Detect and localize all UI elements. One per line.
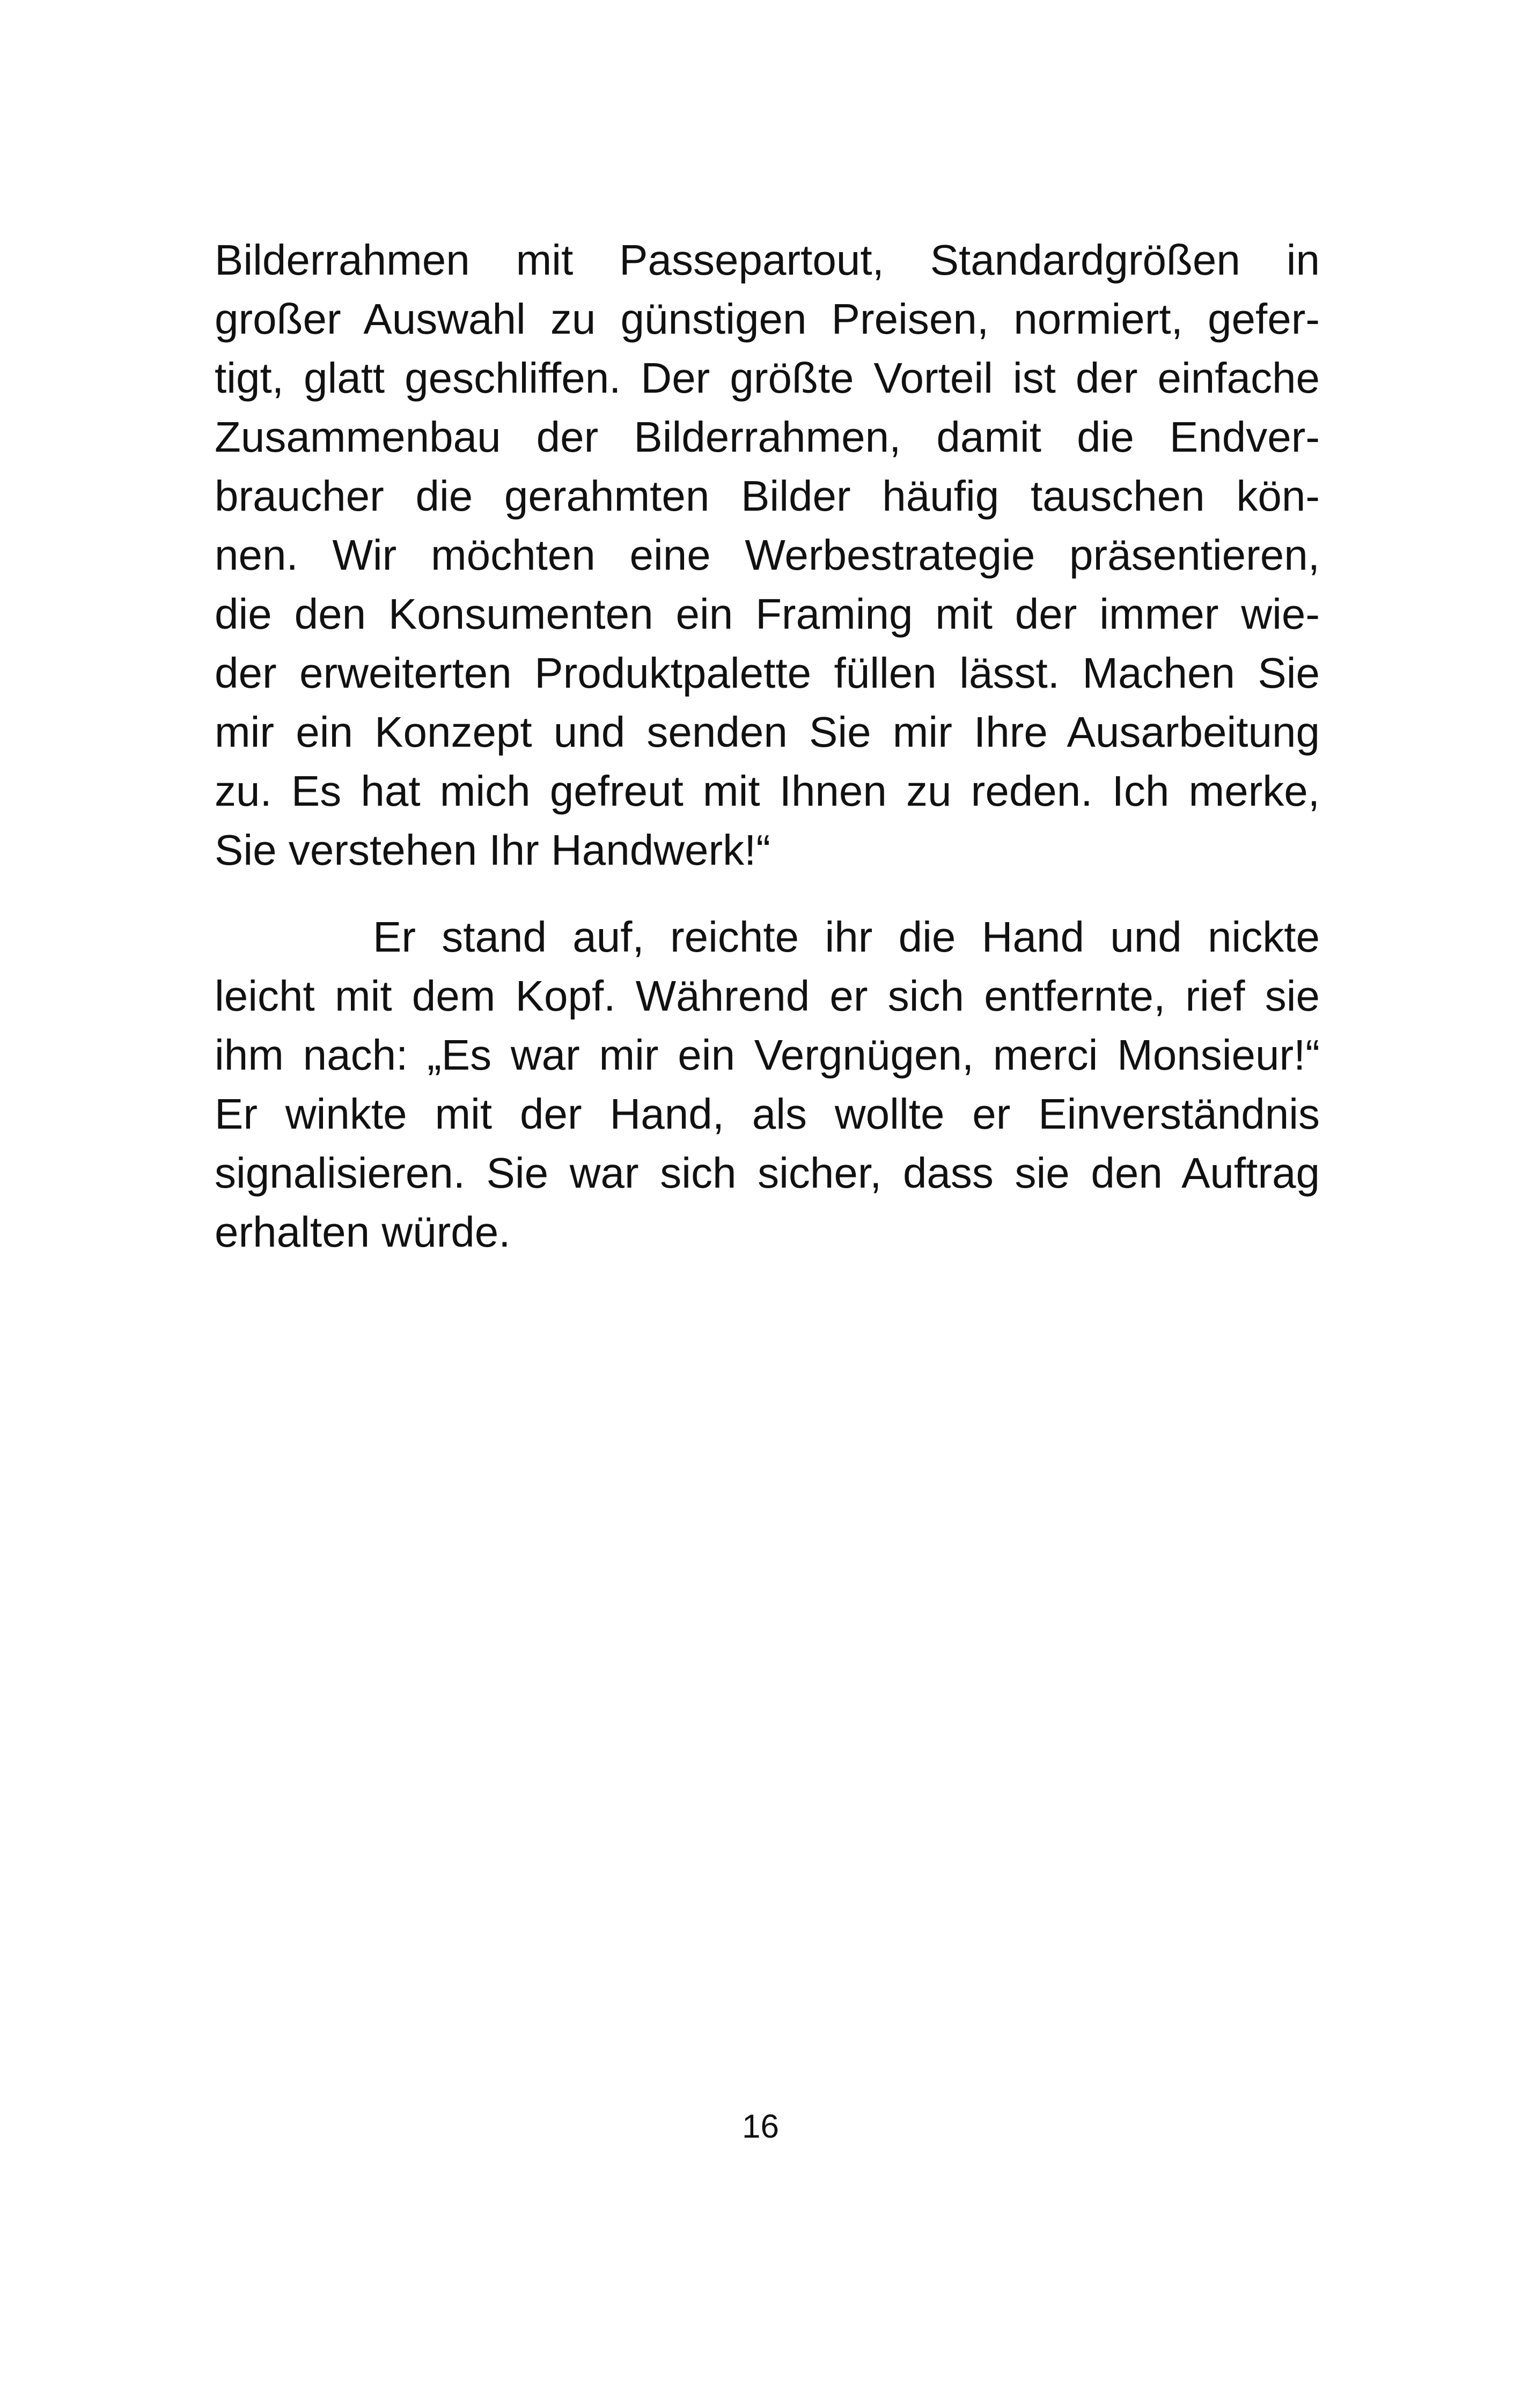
- text-line: signalisieren. Sie war sich sicher, dass sie den Auftrag: [215, 1149, 1320, 1197]
- text-line: Sie verstehen Ihr Handwerk!“: [215, 826, 771, 874]
- text-line: leicht mit dem Kopf. Während er sich entfernte, rief sie: [215, 972, 1320, 1020]
- paragraph-spacer: [215, 880, 1320, 908]
- text-line: zu. Es hat mich gefreut mit Ihnen zu reden. Ich merke,: [215, 767, 1320, 815]
- text-line: Bilderrahmen mit Passepartout, Standardgrößen in: [215, 236, 1320, 284]
- text-line: großer Auswahl zu günstigen Preisen, normiert, gefer-: [215, 295, 1320, 343]
- body-text: [215, 231, 1320, 1262]
- text-line: ihm nach: „Es war mir ein Vergnügen, merci Monsieur!“: [215, 1031, 1320, 1079]
- text-line: Er stand auf, reichte ihr die Hand und nickte: [373, 913, 1320, 961]
- page-number: 16: [742, 2108, 779, 2145]
- text-line: erhalten würde.: [215, 1208, 511, 1256]
- text-line: tigt, glatt geschliffen. Der größte Vorteil ist der einfache: [215, 354, 1320, 402]
- paragraph-1: [215, 231, 1320, 880]
- text-line: mir ein Konzept und senden Sie mir Ihre Ausarbeitung: [215, 708, 1320, 756]
- text-line: Zusammenbau der Bilderrahmen, damit die Endver-: [215, 413, 1320, 461]
- text-line: Er winkte mit der Hand, als wollte er Einverständnis: [215, 1090, 1320, 1138]
- paragraph-2: [215, 908, 1320, 1262]
- text-line: der erweiterten Produktpalette füllen lässt. Machen Sie: [215, 649, 1320, 697]
- text-line: nen. Wir möchten eine Werbestrategie präsentieren,: [215, 531, 1320, 579]
- text-line: braucher die gerahmten Bilder häufig tauschen kön-: [215, 472, 1320, 520]
- text-line: die den Konsumenten ein Framing mit der immer wie-: [215, 590, 1320, 638]
